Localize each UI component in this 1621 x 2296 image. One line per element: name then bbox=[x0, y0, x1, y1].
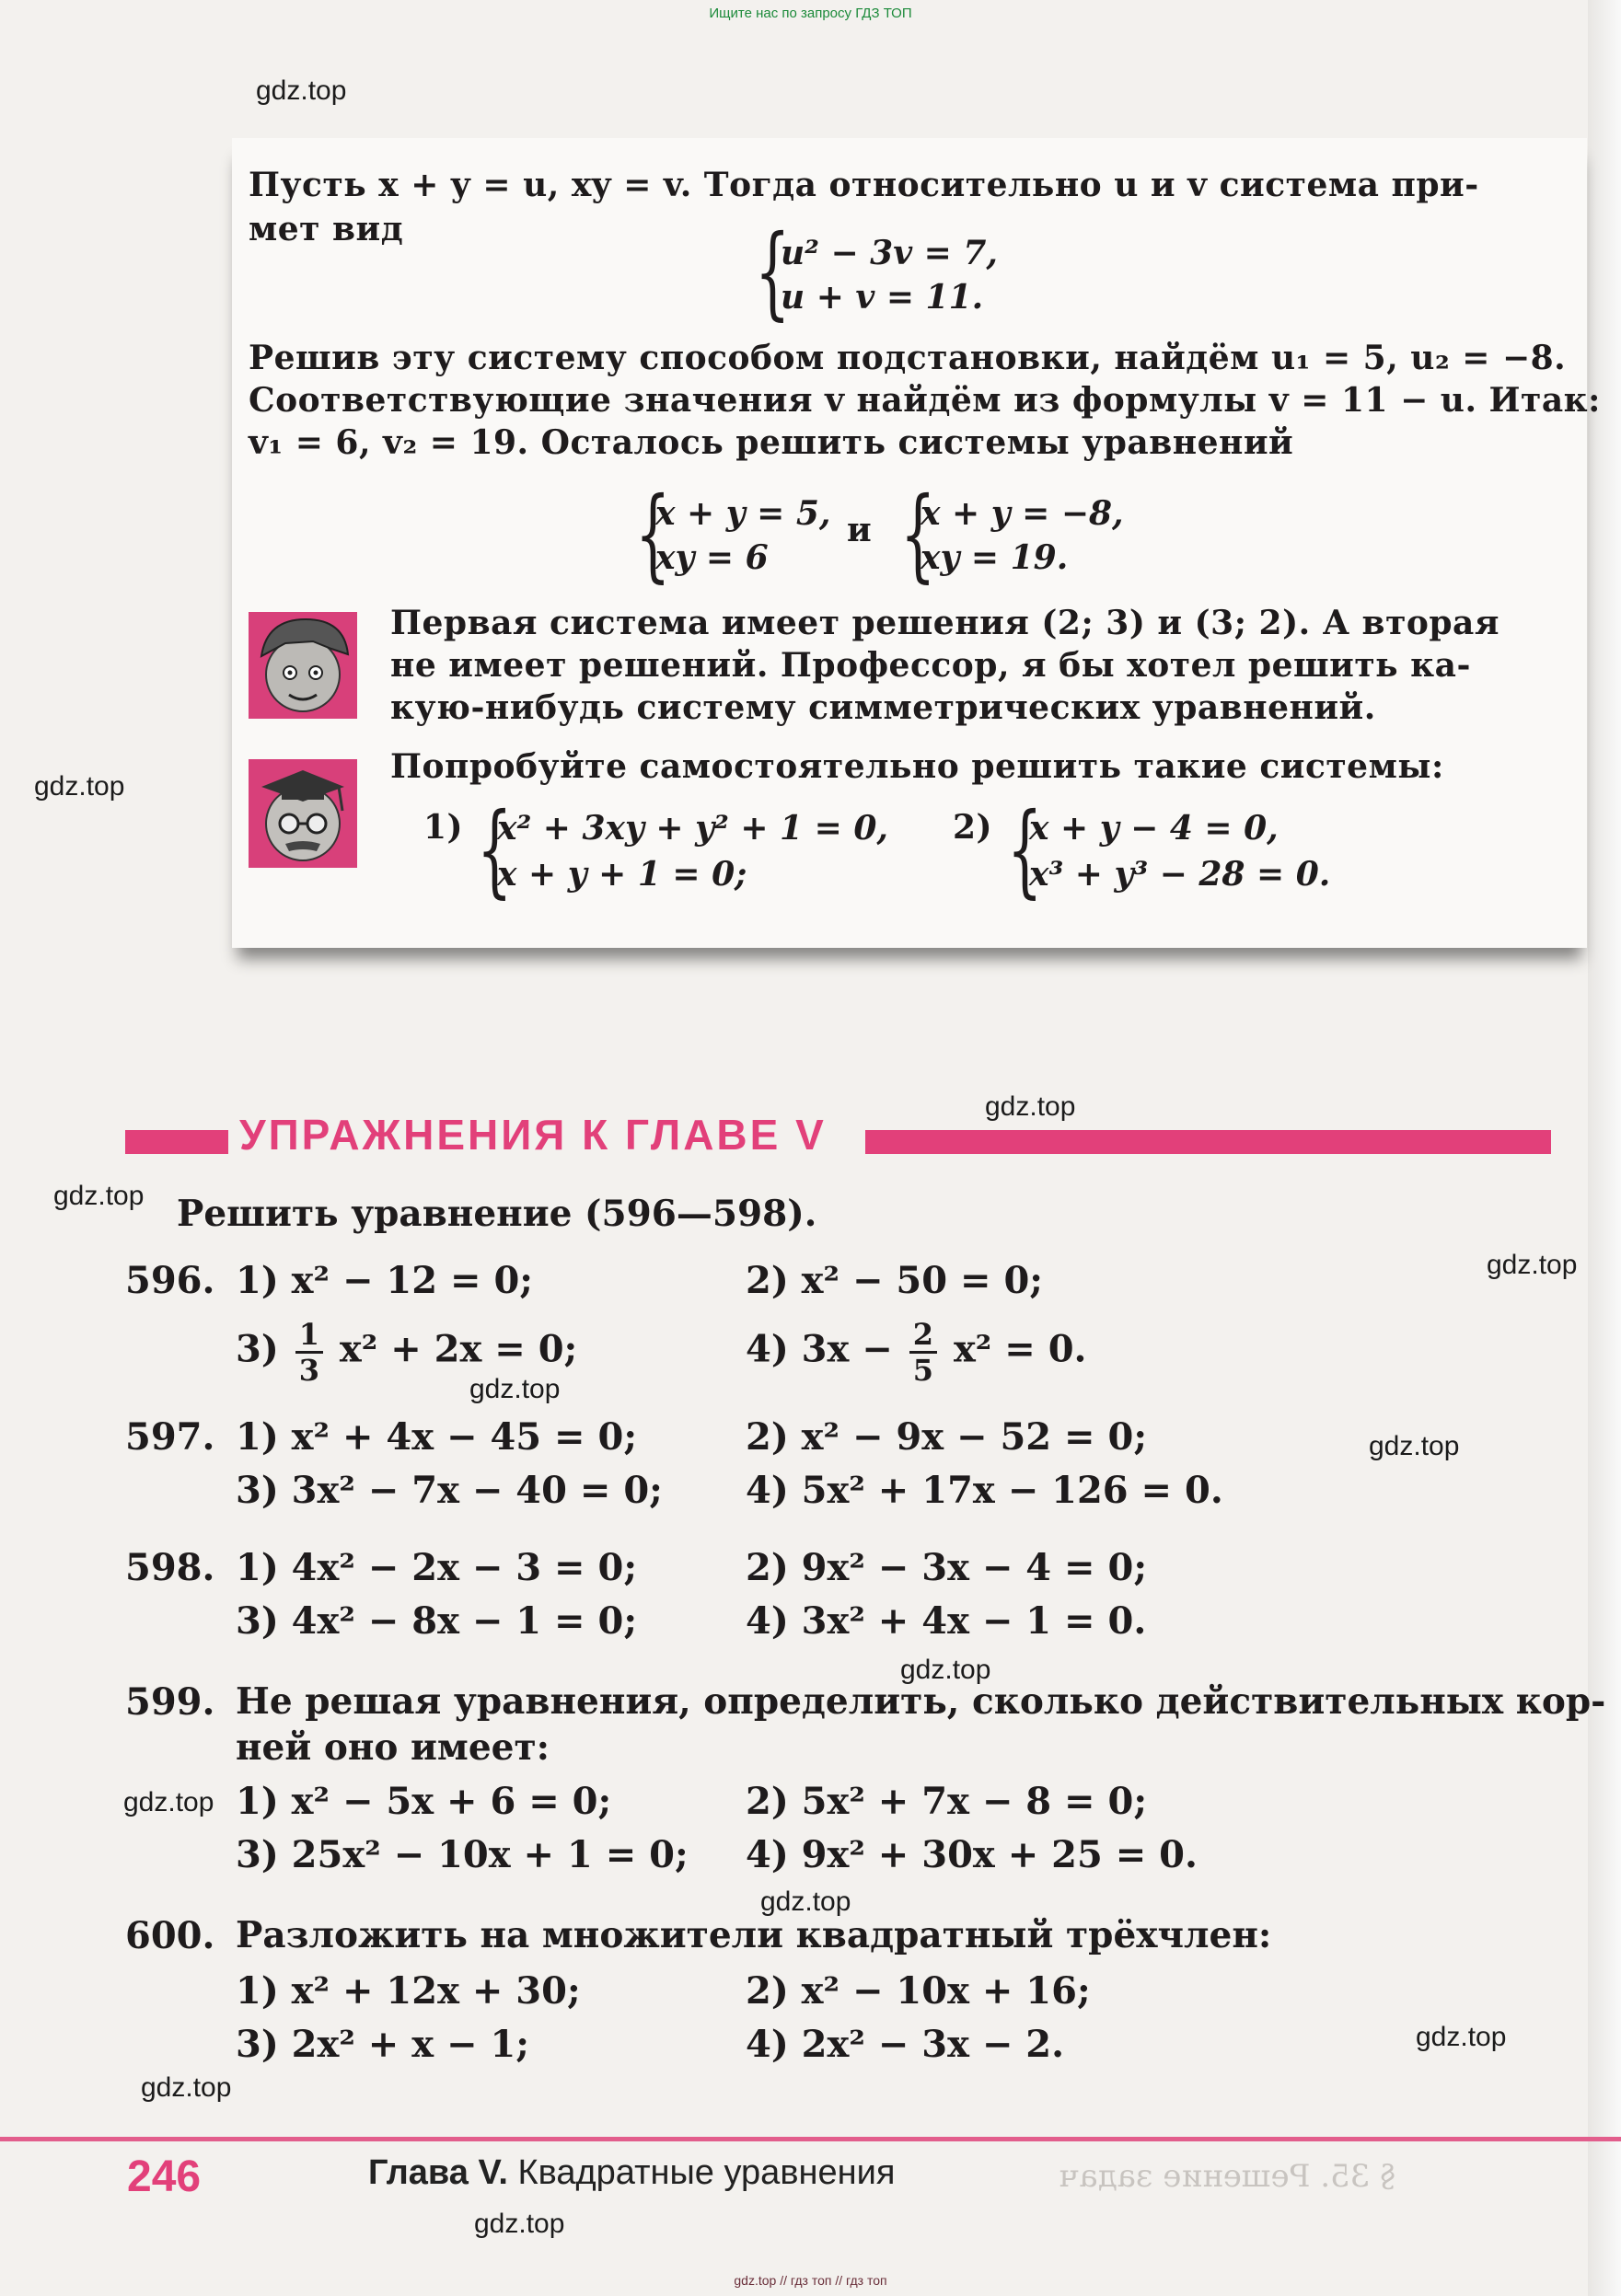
watermark: gdz.top bbox=[141, 2072, 232, 2103]
watermark: gdz.top bbox=[123, 1787, 214, 1817]
bottom-note: gdz.top // гдз топ // гдз топ bbox=[734, 2273, 887, 2288]
problem-1-eq-1: x² + 3xy + y² + 1 = 0, bbox=[497, 809, 888, 848]
watermark: gdz.top bbox=[53, 1181, 145, 1211]
exercise-text: ней оно имеет: bbox=[236, 1726, 550, 1769]
exercise-number: 600. bbox=[125, 1914, 215, 1957]
item-expression: 4) 3x − bbox=[746, 1327, 893, 1371]
exercise-item: 3) 4x² − 8x − 1 = 0; bbox=[236, 1599, 638, 1643]
system-brace: { bbox=[477, 790, 513, 908]
exercise-item: 3) 25x² − 10x + 1 = 0; bbox=[236, 1833, 689, 1876]
watermark: gdz.top bbox=[985, 1091, 1076, 1122]
professor-line-1: Попробуйте самостоятельно решить такие системы: bbox=[390, 747, 1444, 786]
chapter-label: Глава V. bbox=[368, 2153, 508, 2192]
instruction: Решить уравнение (596—598). bbox=[177, 1193, 817, 1235]
fraction-denominator: 3 bbox=[298, 1353, 319, 1388]
exercise-item: 2) x² − 9x − 52 = 0; bbox=[746, 1415, 1148, 1459]
watermark: gdz.top bbox=[256, 75, 347, 106]
system-3-eq-1: x + y = −8, bbox=[920, 494, 1124, 533]
chapter-name: Квадратные уравнения bbox=[507, 2153, 896, 2192]
exercise-item: 1) 4x² − 2x − 3 = 0; bbox=[236, 1546, 638, 1589]
fraction-denominator: 5 bbox=[912, 1353, 934, 1388]
watermark: gdz.top bbox=[1416, 2022, 1507, 2052]
watermark: gdz.top bbox=[1487, 1250, 1578, 1280]
student-line-1: Первая система имеет решения (2; 3) и (3; 2). А вторая bbox=[390, 604, 1499, 642]
problem-1-label: 1) bbox=[423, 808, 464, 847]
exercise-item: 3) 3x² − 7x − 40 = 0; bbox=[236, 1469, 663, 1512]
watermark: gdz.top bbox=[469, 1374, 561, 1404]
dialog-line-5: v₁ = 6, v₂ = 19. Осталось решить системы уравнений bbox=[249, 423, 1294, 462]
dialog-line-4: Соответствующие значения v найдём из формулы v = 11 − u. Итак: bbox=[249, 381, 1601, 420]
section-bar-right bbox=[865, 1130, 1551, 1154]
exercise-item: 4) 9x² + 30x + 25 = 0. bbox=[746, 1833, 1198, 1876]
section-bar-left bbox=[125, 1130, 228, 1154]
watermark: gdz.top bbox=[900, 1655, 991, 1685]
item-expression: x² = 0. bbox=[953, 1327, 1087, 1371]
item-expression: x² + 2x = 0; bbox=[339, 1327, 578, 1371]
exercise-item: 4) 2x² − 3x − 2. bbox=[746, 2023, 1065, 2066]
exercise-item: 4) 5x² + 17x − 126 = 0. bbox=[746, 1469, 1223, 1512]
dialog-line-2: мет вид bbox=[249, 210, 404, 248]
fraction bbox=[909, 1318, 937, 1387]
system-1-eq-1: u² − 3v = 7, bbox=[781, 234, 998, 272]
exercise-item bbox=[236, 1318, 577, 1387]
top-note: Ищите нас по запросу ГДЗ ТОП bbox=[709, 6, 912, 21]
fraction bbox=[295, 1318, 323, 1387]
exercise-number: 597. bbox=[125, 1415, 215, 1459]
page-gutter bbox=[1588, 0, 1621, 2296]
exercise-number: 596. bbox=[125, 1259, 215, 1302]
exercise-item bbox=[746, 1318, 1086, 1387]
exercise-item: 1) x² + 4x − 45 = 0; bbox=[236, 1415, 638, 1459]
page-number: 246 bbox=[127, 2152, 202, 2201]
system-brace: { bbox=[755, 213, 791, 330]
exercise-number: 599. bbox=[125, 1680, 215, 1724]
exercise-item: 1) x² − 5x + 6 = 0; bbox=[236, 1780, 612, 1823]
watermark: gdz.top bbox=[34, 771, 125, 802]
problem-1-eq-2: x + y + 1 = 0; bbox=[497, 855, 747, 894]
exercise-text: Не решая уравнения, определить, сколько действительных кор- bbox=[236, 1680, 1606, 1723]
exercise-item: 2) 5x² + 7x − 8 = 0; bbox=[746, 1780, 1148, 1823]
dialog-line-3: Решив эту систему способом подстановки, найдём u₁ = 5, u₂ = −8. bbox=[249, 339, 1567, 377]
exercise-number: 598. bbox=[125, 1546, 215, 1589]
item-label: 3) bbox=[236, 1327, 279, 1371]
problem-2-eq-2: x³ + y³ − 28 = 0. bbox=[1029, 855, 1331, 894]
exercise-item: 2) 9x² − 3x − 4 = 0; bbox=[746, 1546, 1148, 1589]
system-2-eq-1: x + y = 5, bbox=[655, 494, 831, 533]
bleed-through-text: § 35. Решение задач bbox=[1059, 2158, 1396, 2195]
conjunction-and: и bbox=[847, 511, 873, 549]
system-3-eq-2: xy = 19. bbox=[920, 538, 1069, 577]
dialog-line-1: Пусть x + y = u, xy = v. Тогда относительно u и v система при- bbox=[249, 166, 1479, 204]
professor-avatar bbox=[249, 759, 357, 868]
system-brace: { bbox=[900, 475, 936, 593]
system-1-eq-2: u + v = 11. bbox=[781, 278, 984, 317]
student-avatar bbox=[249, 612, 357, 719]
problem-2-eq-1: x + y − 4 = 0, bbox=[1029, 809, 1279, 848]
exercise-text: Разложить на множители квадратный трёхчлен: bbox=[236, 1914, 1272, 1956]
exercise-item: 1) x² + 12x + 30; bbox=[236, 1969, 581, 2013]
chapter-title bbox=[368, 2153, 895, 2193]
system-2-eq-2: xy = 6 bbox=[655, 538, 769, 577]
fraction-numerator: 1 bbox=[295, 1318, 323, 1354]
section-title: УПРАЖНЕНИЯ К ГЛАВЕ V bbox=[228, 1110, 838, 1160]
system-brace: { bbox=[635, 475, 671, 593]
student-line-3: кую-нибудь систему симметрических уравнений. bbox=[390, 688, 1376, 727]
watermark: gdz.top bbox=[474, 2209, 565, 2239]
exercise-item: 2) x² − 10x + 16; bbox=[746, 1969, 1091, 2013]
watermark: gdz.top bbox=[1369, 1431, 1460, 1461]
fraction-numerator: 2 bbox=[909, 1318, 937, 1354]
exercise-item: 2) x² − 50 = 0; bbox=[746, 1259, 1044, 1302]
watermark: gdz.top bbox=[760, 1886, 851, 1917]
student-line-2: не имеет решений. Профессор, я бы хотел решить ка- bbox=[390, 646, 1471, 685]
problem-2-label: 2) bbox=[953, 808, 993, 847]
exercise-item: 1) x² − 12 = 0; bbox=[236, 1259, 534, 1302]
exercise-item: 3) 2x² + x − 1; bbox=[236, 2023, 530, 2066]
exercise-item: 4) 3x² + 4x − 1 = 0. bbox=[746, 1599, 1147, 1643]
system-brace: { bbox=[1007, 790, 1043, 908]
footer-rule bbox=[0, 2137, 1621, 2141]
